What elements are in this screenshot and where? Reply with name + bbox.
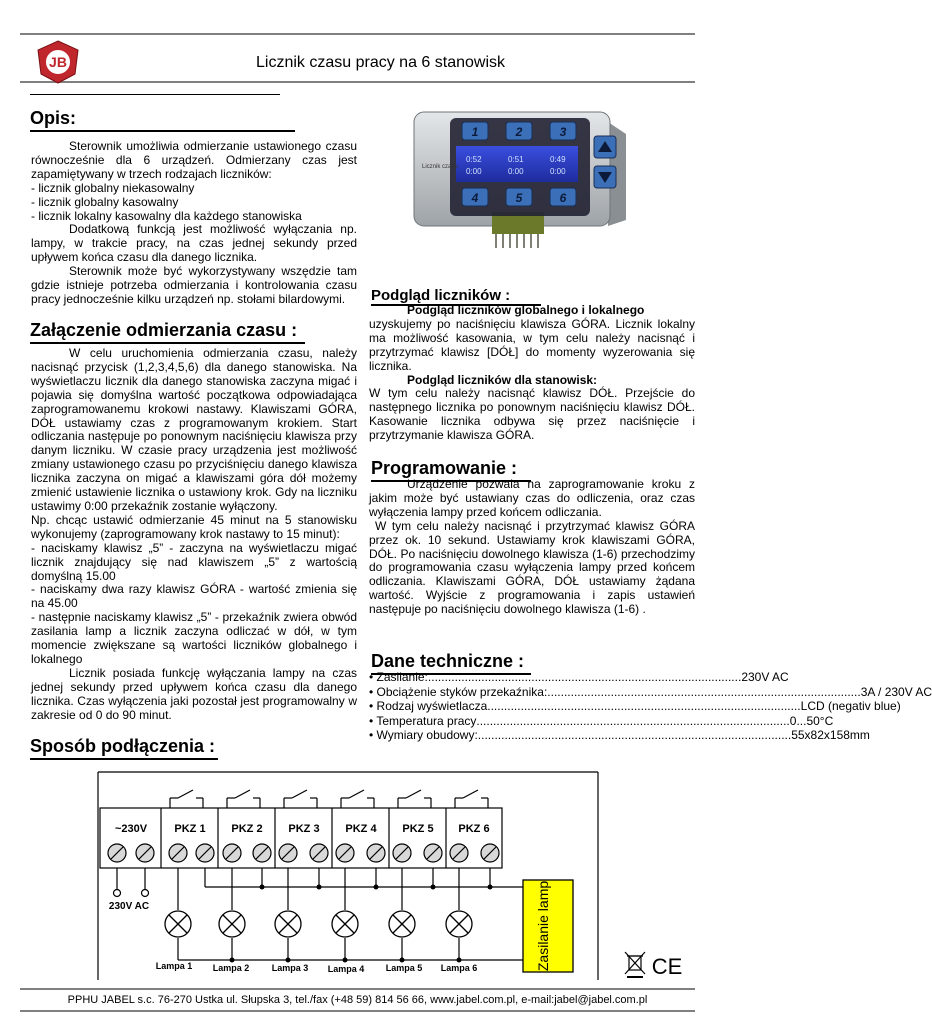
header-bottom-rule xyxy=(20,81,695,83)
lamp-crosses xyxy=(169,915,468,933)
terminal-pins xyxy=(496,234,538,248)
power-label: 230V AC xyxy=(108,901,150,912)
opis-body xyxy=(31,140,357,307)
terminal-label-pkz6: PKZ 6 xyxy=(458,823,490,835)
terminal-label-pkz3: PKZ 3 xyxy=(288,823,320,835)
lamp-symbols xyxy=(165,911,472,937)
spec-row: • Zasilanie: .............................................................................................. 230V AC xyxy=(369,670,789,684)
terminal-label-power: ~230V xyxy=(114,823,148,835)
opis-p2: Dodatkową funkcją jest możliwość wyłączania np. lampy, w trakcie pracy, na czas jednej sekundy przed upływem końca czasu dla danego licznika. xyxy=(31,222,357,265)
spec-row: • Rodzaj wyświetlacza .............................................................................................. LCD (negativ blue) xyxy=(369,699,901,714)
zalaczenie-step-3: - następnie naciskamy klawisz „5” - przekaźnik zwiera obwód zasilania lamp a licznik zaczyna odliczać w dół, w tym momencie zwiększane są wartości liczników globalnego i lokalnego xyxy=(31,610,357,666)
spec-row: • Obciążenie styków przekaźnika: .............................................................................................. 3A / 230V AC xyxy=(369,684,932,699)
lcd-row2-1: 0:00 xyxy=(466,167,482,176)
zalaczenie-step-1: - naciskamy klawisz „5” - zaczyna na wyświetlaczu migać licznik znajdujący się nad klawiszem „5” z wartością domyślną 15.00 xyxy=(31,540,357,583)
relay-contacts xyxy=(170,790,488,808)
lamp-label-4: Lampa 4 xyxy=(327,964,365,974)
wiring-diagram xyxy=(0,760,725,990)
sposob-heading: Sposób podłączenia : xyxy=(30,736,218,756)
header-top-rule xyxy=(20,33,695,35)
lcd-row2-2: 0:00 xyxy=(508,167,524,176)
lcd-row1-1: 0:52 xyxy=(466,155,482,164)
key-4-label: 4 xyxy=(471,191,479,205)
lamp-label-6: Lampa 6 xyxy=(440,963,478,973)
logo-text: JB xyxy=(49,54,67,70)
ce-mark: CE xyxy=(651,954,683,979)
lamp-label-1: Lampa 1 xyxy=(155,961,193,971)
podglad-sub2: Podgląd liczników dla stanowisk: xyxy=(407,372,598,387)
lamp-label-5: Lampa 5 xyxy=(385,963,423,973)
footer-top-rule xyxy=(20,988,695,990)
device-label: Licznik czasu xyxy=(422,164,458,170)
podglad-body xyxy=(369,304,695,443)
spec-row: • Wymiary obudowy: .............................................................................................. 55x82x158mm xyxy=(369,728,870,743)
podglad-p1: uzyskujemy po naciśnięciu klawisza GÓRA. Licznik lokalny ma możliwość kasowania, w tym celu należy nacisnąć i przytrzymać klawisz [DÓŁ] do momenty wyzerowania się licznika. xyxy=(369,316,695,373)
jabel-logo xyxy=(37,40,79,84)
opis-p3: Sterownik może być wykorzystywany wszędzie tam gdzie istnieje potrzeba odmierzania i kontrolowania czasu pracy jednocześnie kilku urządzeń np. stołami bilardowymi. xyxy=(31,264,357,306)
key-2-label: 2 xyxy=(515,125,523,139)
terminal-label-pkz5: PKZ 5 xyxy=(402,823,434,835)
lcd-row1-2: 0:51 xyxy=(508,155,524,164)
zalaczenie-heading: Załączenie odmierzania czasu : xyxy=(30,320,305,340)
opis-list-3: - licznik lokalny kasowalny dla każdego stanowiska xyxy=(31,208,302,223)
terminal-label-pkz2: PKZ 2 xyxy=(231,823,263,835)
podglad-sub1: Podgląd liczników globalnego i lokalnego xyxy=(407,303,645,317)
supply-box-label: Zasilanie lamp xyxy=(535,880,551,972)
terminal-screws xyxy=(108,844,499,862)
weee-icon xyxy=(625,952,645,977)
key-5-label: 5 xyxy=(515,191,523,205)
podglad-heading: Podgląd liczników : xyxy=(371,288,541,304)
footer-bottom-rule xyxy=(20,1010,695,1012)
programowanie-p2: W tym celu należy nacisnąć i przytrzymać klawisz GÓRA przez ok. 10 sekund. Ustawiamy krok klawiszami GÓRA, DÓŁ. Po naciśnięciu dowolnego klawisza (1-6) przechodzimy do programowania czasu wyłączenia lampy przed końcem odliczania. Klawiszami GÓRA, DÓŁ ustawiamy żądana wartość. Wyjście z programowania i zapis ustawień następuje po naciśnięciu dowolnego klawisza (1-6) . xyxy=(369,518,695,617)
podglad-p2: W tym celu należy nacisnąć klawisz DÓŁ. Przejście do następnego licznika po ponownym naciśnięciu klawisz DÓŁ. Kasowanie licznika odbywa się przez naciśnięcie i przytrzymanie klawisza GÓRA. xyxy=(369,386,695,443)
opis-list-2: - licznik globalny kasowalny xyxy=(31,194,179,209)
footer-text: PPHU JABEL s.c. 76-270 Ustka ul. Słupska 3, tel./fax (+48 59) 814 56 66, www.jabel.com.pl, e-mail:jabel@jabel.com.pl xyxy=(67,994,648,1006)
zalaczenie-p2: Np. chcąc ustawić odmierzanie 45 minut na 5 stanowisku wykonujemy (zaprogramowany krok nastawy to 15 minut): xyxy=(31,512,357,541)
programowanie-body xyxy=(369,478,695,617)
programowanie-heading: Programowanie : xyxy=(371,458,531,478)
opis-list-1: - licznik globalny niekasowalny xyxy=(31,180,195,195)
spec-row: • Temperatura pracy .............................................................................................. 0...50°C xyxy=(369,713,834,728)
lcd-row1-3: 0:49 xyxy=(550,155,566,164)
terminal-label-pkz4: PKZ 4 xyxy=(345,823,377,835)
programowanie-p1: Urządzenie pozwala na zaprogramowanie kroku z jakim może być ustawiany czas do odliczenia, oraz czas wyłączenia lampy przed końcem odliczania. xyxy=(369,477,695,519)
device-photo xyxy=(410,108,628,254)
zalaczenie-p1: W celu uruchomienia odmierzania czasu, należy nacisnąć przycisk (1,2,3,4,5,6) dla danego stanowiska. Na wyświetlaczu licznik dla danego stanowiska zaczyna migać i pojawia się domyślna wartość początkowa odpowiadająca zaprogramowanemu krokowi nastawy. Klawiszami GÓRA, DÓŁ ustawiamy czas z programowanym krokiem. Start odliczania następuje po ponownym naciśnięciu klawisza przy danym liczniku. W czasie pracy urządzenia jest możliwość zmiany ustawionego czasu po przyciśnięciu danego klawisza licznika zaczyna on migać a klawiszami góra dół możemy zmienić ustawienie licznika o ustawiony krok. Gdy na liczniku ustawimy 0:00 przekaźnik zostanie wyłączony. xyxy=(31,346,357,513)
page-title: Licznik czasu pracy na 6 stanowisk xyxy=(256,54,505,71)
lcd-display xyxy=(456,146,578,182)
lamp-label-3: Lampa 3 xyxy=(271,963,309,973)
terminal-strip xyxy=(100,808,502,868)
key-6-label: 6 xyxy=(559,191,567,205)
opis-p1: Sterownik umożliwia odmierzanie ustawionego czasu równocześnie dla 6 urządzeń. Odmierzany czas jest zapamiętywany w trzech rodzajach liczników: xyxy=(31,139,357,181)
lamp-label-2: Lampa 2 xyxy=(212,963,250,973)
spec-list xyxy=(369,670,932,743)
zalaczenie-body xyxy=(31,347,357,722)
zalaczenie-step-2: - naciskamy dwa razy klawisz GÓRA - wartość zmienia się na 45.00 xyxy=(31,582,357,611)
dane-heading: Dane techniczne : xyxy=(371,651,531,671)
key-3-label: 3 xyxy=(559,125,567,139)
zalaczenie-p3: Licznik posiada funkcję wyłączania lampy na czas jednej sekundy przed upływem końca czasu dla danego licznika. Czas wyłączenia jaki pozostał jest programowalny w zakresie od 0 do 90 minut. xyxy=(31,665,357,722)
terminal-label-pkz1: PKZ 1 xyxy=(174,823,206,835)
lcd-row2-3: 0:00 xyxy=(550,167,566,176)
opis-heading: Opis: xyxy=(30,108,295,128)
key-1-label: 1 xyxy=(471,125,479,139)
power-input-terminals xyxy=(114,890,149,897)
